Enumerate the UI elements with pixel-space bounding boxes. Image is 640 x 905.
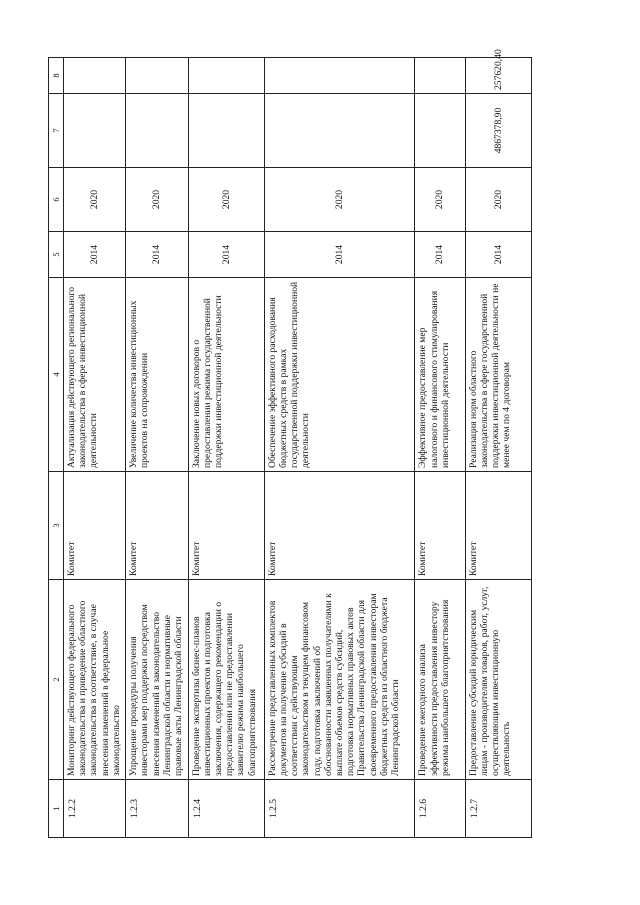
item-number: 1.2.5: [264, 780, 415, 838]
header-cell: 5: [49, 232, 64, 278]
end-year: 2020: [264, 168, 415, 232]
start-year: 2014: [64, 232, 126, 278]
end-year: 2020: [64, 168, 126, 232]
table-row: [188, 58, 264, 838]
item-number: 1.2.6: [415, 780, 465, 838]
header-cell: 7: [49, 94, 64, 168]
header-cell: 1: [49, 780, 64, 838]
amount-col7: [264, 94, 415, 168]
end-year: 2020: [465, 168, 531, 232]
end-year: 2020: [415, 168, 465, 232]
amount-col7: [188, 94, 264, 168]
result-text: Реализация норм областного законодательства в сфере государственной поддержки инвестиционной деятельности не менее чем по 4 договорам: [465, 278, 531, 472]
amount-col7: [126, 94, 188, 168]
result-text: Актуализация действующего регионального законодательства в сфере инвестиционной деятельности: [64, 278, 126, 472]
table-row: [126, 58, 188, 838]
executor-text: Комитет: [64, 472, 126, 580]
amount-col7: 4867378,90: [465, 94, 531, 168]
result-text: Увеличение количества инвестиционных проектов на сопровождении: [126, 278, 188, 472]
activity-text: Мониторинг действующего федерального законодательства и приведение областного законодательства в соответствие, в случае внесения изменений в федеральное законодательство: [64, 580, 126, 780]
amount-col7: [415, 94, 465, 168]
executor-text: Комитет: [415, 472, 465, 580]
amount-col8: 257620,40: [465, 58, 531, 94]
header-cell: 3: [49, 472, 64, 580]
table-row: [264, 58, 415, 838]
rotated-page: [48, 49, 532, 838]
result-text: Обеспечение эффективного расходования бюджетных средств в рамках государственной поддержки инвестиционной деятельности: [264, 278, 415, 472]
activity-text: Рассмотрение представленных комплектов документов на получение субсидий в соответствии с действующим законодательством в текущем финансовом году, подготовка заключений об обоснованности заявленных получателями к выплате объемов средств субсидий, подготовка нормативных правовых актов Правительства Ленинградской области для своевременного предоставления инвесторам бюджетных средств из областного бюджета Ленинградской области: [264, 580, 415, 780]
header-cell: 4: [49, 278, 64, 472]
item-number: 1.2.3: [126, 780, 188, 838]
amount-col8: [264, 58, 415, 94]
item-number: 1.2.4: [188, 780, 264, 838]
amount-col7: [64, 94, 126, 168]
start-year: 2014: [465, 232, 531, 278]
header-cell: 6: [49, 168, 64, 232]
activity-text: Предоставление субсидий юридическим лицам - производителям товаров, работ, услуг, осуществляющим инвестиционную деятельность: [465, 580, 531, 780]
activity-text: Проведение экспертизы бизнес-планов инвестиционных проектов и подготовка заключения, содержащего рекомендации о предоставлении или не предоставлении заявителю режима наибольшего благоприятствования: [188, 580, 264, 780]
executor-text: Комитет: [264, 472, 415, 580]
table-row: [465, 58, 531, 838]
table-row: [415, 58, 465, 838]
executor-text: Комитет: [126, 472, 188, 580]
amount-col8: [415, 58, 465, 94]
result-text: Эффективное предоставление мер налогового и финансового стимулирования инвестиционной деятельности: [415, 278, 465, 472]
start-year: 2014: [264, 232, 415, 278]
header-row: [49, 58, 64, 838]
amount-col8: [126, 58, 188, 94]
table-row: [64, 58, 126, 838]
amount-col8: [64, 58, 126, 94]
result-text: Заключение новых договоров о предоставлении режима государственной поддержки инвестиционной деятельности: [188, 278, 264, 472]
amount-col8: [188, 58, 264, 94]
executor-text: Комитет: [465, 472, 531, 580]
header-cell: 2: [49, 580, 64, 780]
activity-text: Проведение ежегодного анализа эффективности предоставления инвестору режима наибольшего благоприятствования: [415, 580, 465, 780]
item-number: 1.2.2: [64, 780, 126, 838]
start-year: 2014: [415, 232, 465, 278]
executor-text: Комитет: [188, 472, 264, 580]
item-number: 1.2.7: [465, 780, 531, 838]
header-cell: 8: [49, 58, 64, 94]
end-year: 2020: [126, 168, 188, 232]
end-year: 2020: [188, 168, 264, 232]
start-year: 2014: [126, 232, 188, 278]
program-activities-table: [48, 49, 532, 838]
start-year: 2014: [188, 232, 264, 278]
activity-text: Упрощение процедуры получения инвесторами мер поддержки посредством внесения изменений в законодательство Ленинградской области и нормативные правовые акты Ленинградской области: [126, 580, 188, 780]
